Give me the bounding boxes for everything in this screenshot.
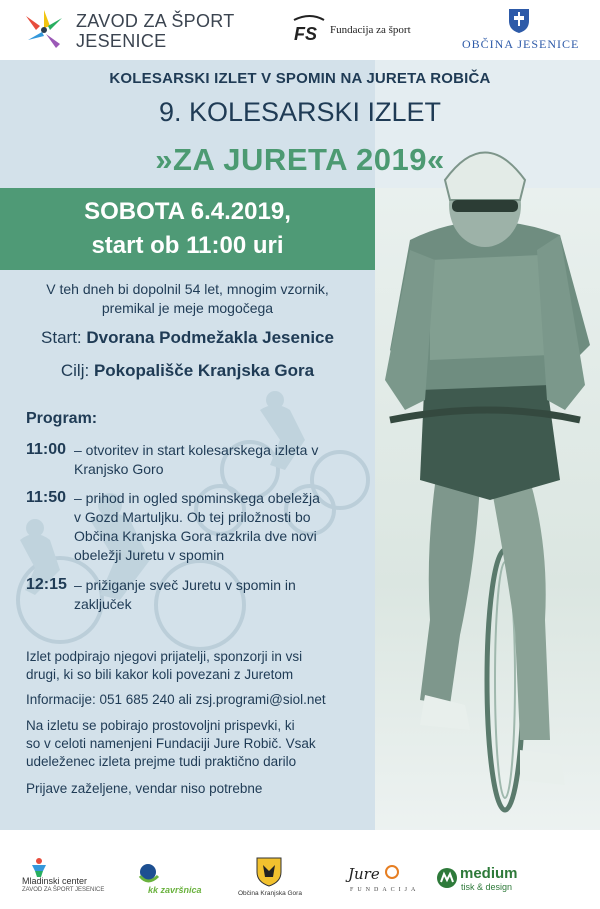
fundacija-jure-logo-icon xyxy=(340,862,420,884)
finish-label: Cilj: xyxy=(60,361,90,380)
supporters-paragraph xyxy=(26,648,371,684)
event-start-time: start ob 11:00 uri xyxy=(91,232,284,259)
route-start xyxy=(0,328,375,348)
program-item xyxy=(26,488,371,568)
event-title-jure: »ZA JURETA 2019« xyxy=(155,142,445,177)
program-line: Kranjsko Goro xyxy=(74,461,164,477)
kk-zavrsnica-logo-icon xyxy=(134,863,162,885)
program-heading: Program: xyxy=(26,410,98,427)
program-line: Občina Kranjska Gora razkrila dve novi xyxy=(74,528,317,544)
registration-note: Prijave zaželjene, vendar niso potrebne xyxy=(26,781,263,796)
fundacija-fs-logo-icon xyxy=(290,14,326,46)
start-label: Start: xyxy=(41,328,82,347)
start-location: Dvorana Podmežakla Jesenice xyxy=(86,328,334,347)
program-line: obeležji Juretu v spomin xyxy=(74,547,225,563)
donations-paragraph xyxy=(26,717,371,771)
zavod-za-sport-name xyxy=(76,11,235,51)
intro-line2: premikal je meje mogočega xyxy=(101,300,274,316)
program-time: 12:15 xyxy=(26,576,67,593)
medium-logo-icon xyxy=(436,867,458,889)
zavod-name-line1: ZAVOD ZA ŠPORT xyxy=(76,11,235,31)
intro-text xyxy=(0,280,375,318)
event-date: SOBOTA 6.4.2019, xyxy=(84,198,291,225)
program-line: – prihod in ogled spominskega obeležja xyxy=(74,490,320,506)
event-subtitle: KOLESARSKI IZLET V SPOMIN NA JURETA ROBIČA xyxy=(109,70,491,87)
fundacija-jure-subtitle: FUNDACIJA xyxy=(350,887,420,893)
program-item xyxy=(26,575,371,615)
cyclist-illustration xyxy=(370,120,600,840)
program-description xyxy=(74,441,374,479)
finish-location: Pokopališče Kranjska Gora xyxy=(93,361,315,380)
program-line: zaključek xyxy=(74,596,132,612)
intro-line1: V teh dneh bi dopolnil 54 let, mnogim vzornik, xyxy=(46,281,329,297)
program-description xyxy=(74,489,374,565)
obcina-kranjska-gora-name: Občina Kranjska Gora xyxy=(238,890,302,897)
route-finish xyxy=(0,361,375,381)
program-line: – prižiganje sveč Juretu v spomin in xyxy=(74,577,296,593)
paragraph-line: drugi, ki so bili kakor koli povezani z Juretom xyxy=(26,667,294,682)
paragraph-line: Na izletu se pobirajo prostovoljni prispevki, ki xyxy=(26,718,295,733)
paragraph-line: udeleženec izleta prejme tudi praktično darilo xyxy=(26,754,297,769)
mladinski-center-subtitle: ZAVOD ZA ŠPORT JESENICE xyxy=(22,887,105,893)
program-description xyxy=(74,576,374,614)
paragraph-line: Izlet podpirajo njegovi prijatelji, sponzorji in vsi xyxy=(26,649,303,664)
event-title: 9. KOLESARSKI IZLET xyxy=(158,97,442,127)
obcina-jesenice-crest-icon xyxy=(508,8,530,34)
medium-subtitle: tisk & design xyxy=(461,882,513,892)
paragraph-line: so v celoti namenjeni Fundaciji Jure Robič. Vsak xyxy=(26,736,316,751)
kk-zavrsnica-name: kk završnica xyxy=(148,885,202,895)
program-line: – otvoritev in start kolesarskega izleta v xyxy=(74,442,319,458)
obcina-kranjska-gora-crest-icon xyxy=(256,857,282,887)
fundacija-name: Fundacija za šport xyxy=(330,24,411,36)
program-time: 11:50 xyxy=(26,489,67,506)
fs-letters: FS xyxy=(294,24,318,44)
program-item xyxy=(26,440,371,480)
zavod-za-sport-logo-icon xyxy=(20,6,68,54)
zavod-name-line2: JESENICE xyxy=(76,31,167,51)
mladinski-center-logo-icon xyxy=(30,857,48,877)
obcina-jesenice-name: OBČINA JESENICE xyxy=(462,37,580,51)
program-time: 11:00 xyxy=(26,441,67,458)
contact-info: Informacije: 051 685 240 ali zsj.programi@siol.net xyxy=(26,692,326,707)
sponsor-logos xyxy=(0,845,600,909)
mladinski-center-name: Mladinski center xyxy=(22,876,88,886)
program-line: v Gozd Martuljku. Ob tej priložnosti bo xyxy=(74,509,311,525)
medium-name: medium xyxy=(460,865,518,882)
logo-bar xyxy=(0,0,600,60)
jure-script: Jure xyxy=(348,865,380,883)
